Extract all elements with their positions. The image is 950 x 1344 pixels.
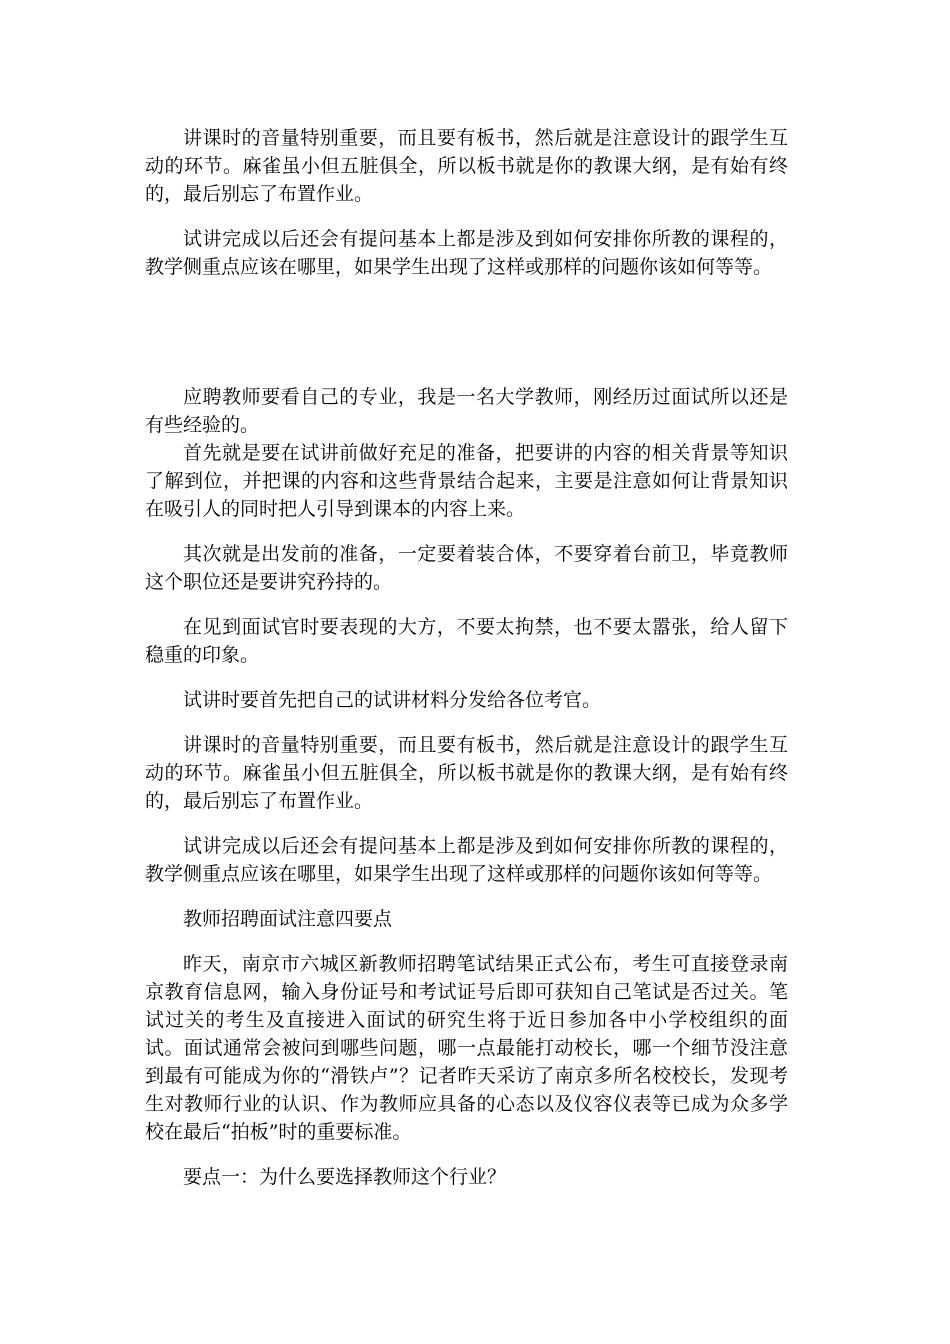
section-heading: 教师招聘面试注意四要点 — [183, 908, 393, 930]
point-one-heading: 要点一：为什么要选择教师这个行业？ — [183, 1166, 507, 1188]
paragraph-demeanor: 在见到面试官时要表现的大方，不要太拘禁，也不要太嚣张，给人留下稳重的印象。 — [145, 616, 788, 666]
paragraph-attire: 其次就是出发前的准备，一定要着装合体，不要穿着台前卫，毕竟教师这个职位还是要讲究矜持的。 — [145, 543, 788, 593]
paragraph-volume-1: 讲课时的音量特别重要，而且要有板书，然后就是注意设计的跟学生互动的环节。麻雀虽小但五脏俱全，所以板书就是你的教课大纲，是有始有终的，最后别忘了布置作业。 — [145, 127, 788, 205]
paragraph-intro: 应聘教师要看自己的专业，我是一名大学教师，刚经历过面试所以还是有些经验的。 — [145, 386, 788, 436]
paragraph-preparation: 首先就是要在试讲前做好充足的准备，把要讲的内容的相关背景等知识了解到位，并把课的内容和这些背景结合起来，主要是注意如何让背景知识在吸引人的同时把人引导到课本的内容上来。 — [145, 442, 788, 520]
document-page — [145, 124, 788, 1191]
paragraph-materials: 试讲时要首先把自己的试讲材料分发给各位考官。 — [183, 689, 602, 711]
paragraph-questions-1: 试讲完成以后还会有提问基本上都是涉及到如何安排你所教的课程的，教学侧重点应该在哪里，如果学生出现了这样或那样的问题你该如何等等。 — [145, 228, 788, 278]
paragraph-questions-2: 试讲完成以后还会有提问基本上都是涉及到如何安排你所教的课程的，教学侧重点应该在哪里，如果学生出现了这样或那样的问题你该如何等等。 — [145, 835, 788, 885]
paragraph-news: 昨天，南京市六城区新教师招聘笔试结果正式公布，考生可直接登录南京教育信息网，输入身份证号和考试证号后即可获知自己笔试是否过关。笔试过关的考生及直接进入面试的研究生将于近日参加各中小学校组织的面试。面试通常会被问到哪些问题，哪一点最能打动校长，哪一个细节没注意到最有可能成为你的“滑铁卢”？记者昨天采访了南京多所名校校长，发现考生对教师行业的认识、作为教师应具备的心态以及仪容仪表等已成为众多学校在最后“拍板”时的重要标准。 — [145, 953, 788, 1143]
paragraph-volume-2: 讲课时的音量特别重要，而且要有板书，然后就是注意设计的跟学生互动的环节。麻雀虽小但五脏俱全，所以板书就是你的教课大纲，是有始有终的，最后别忘了布置作业。 — [145, 734, 788, 812]
